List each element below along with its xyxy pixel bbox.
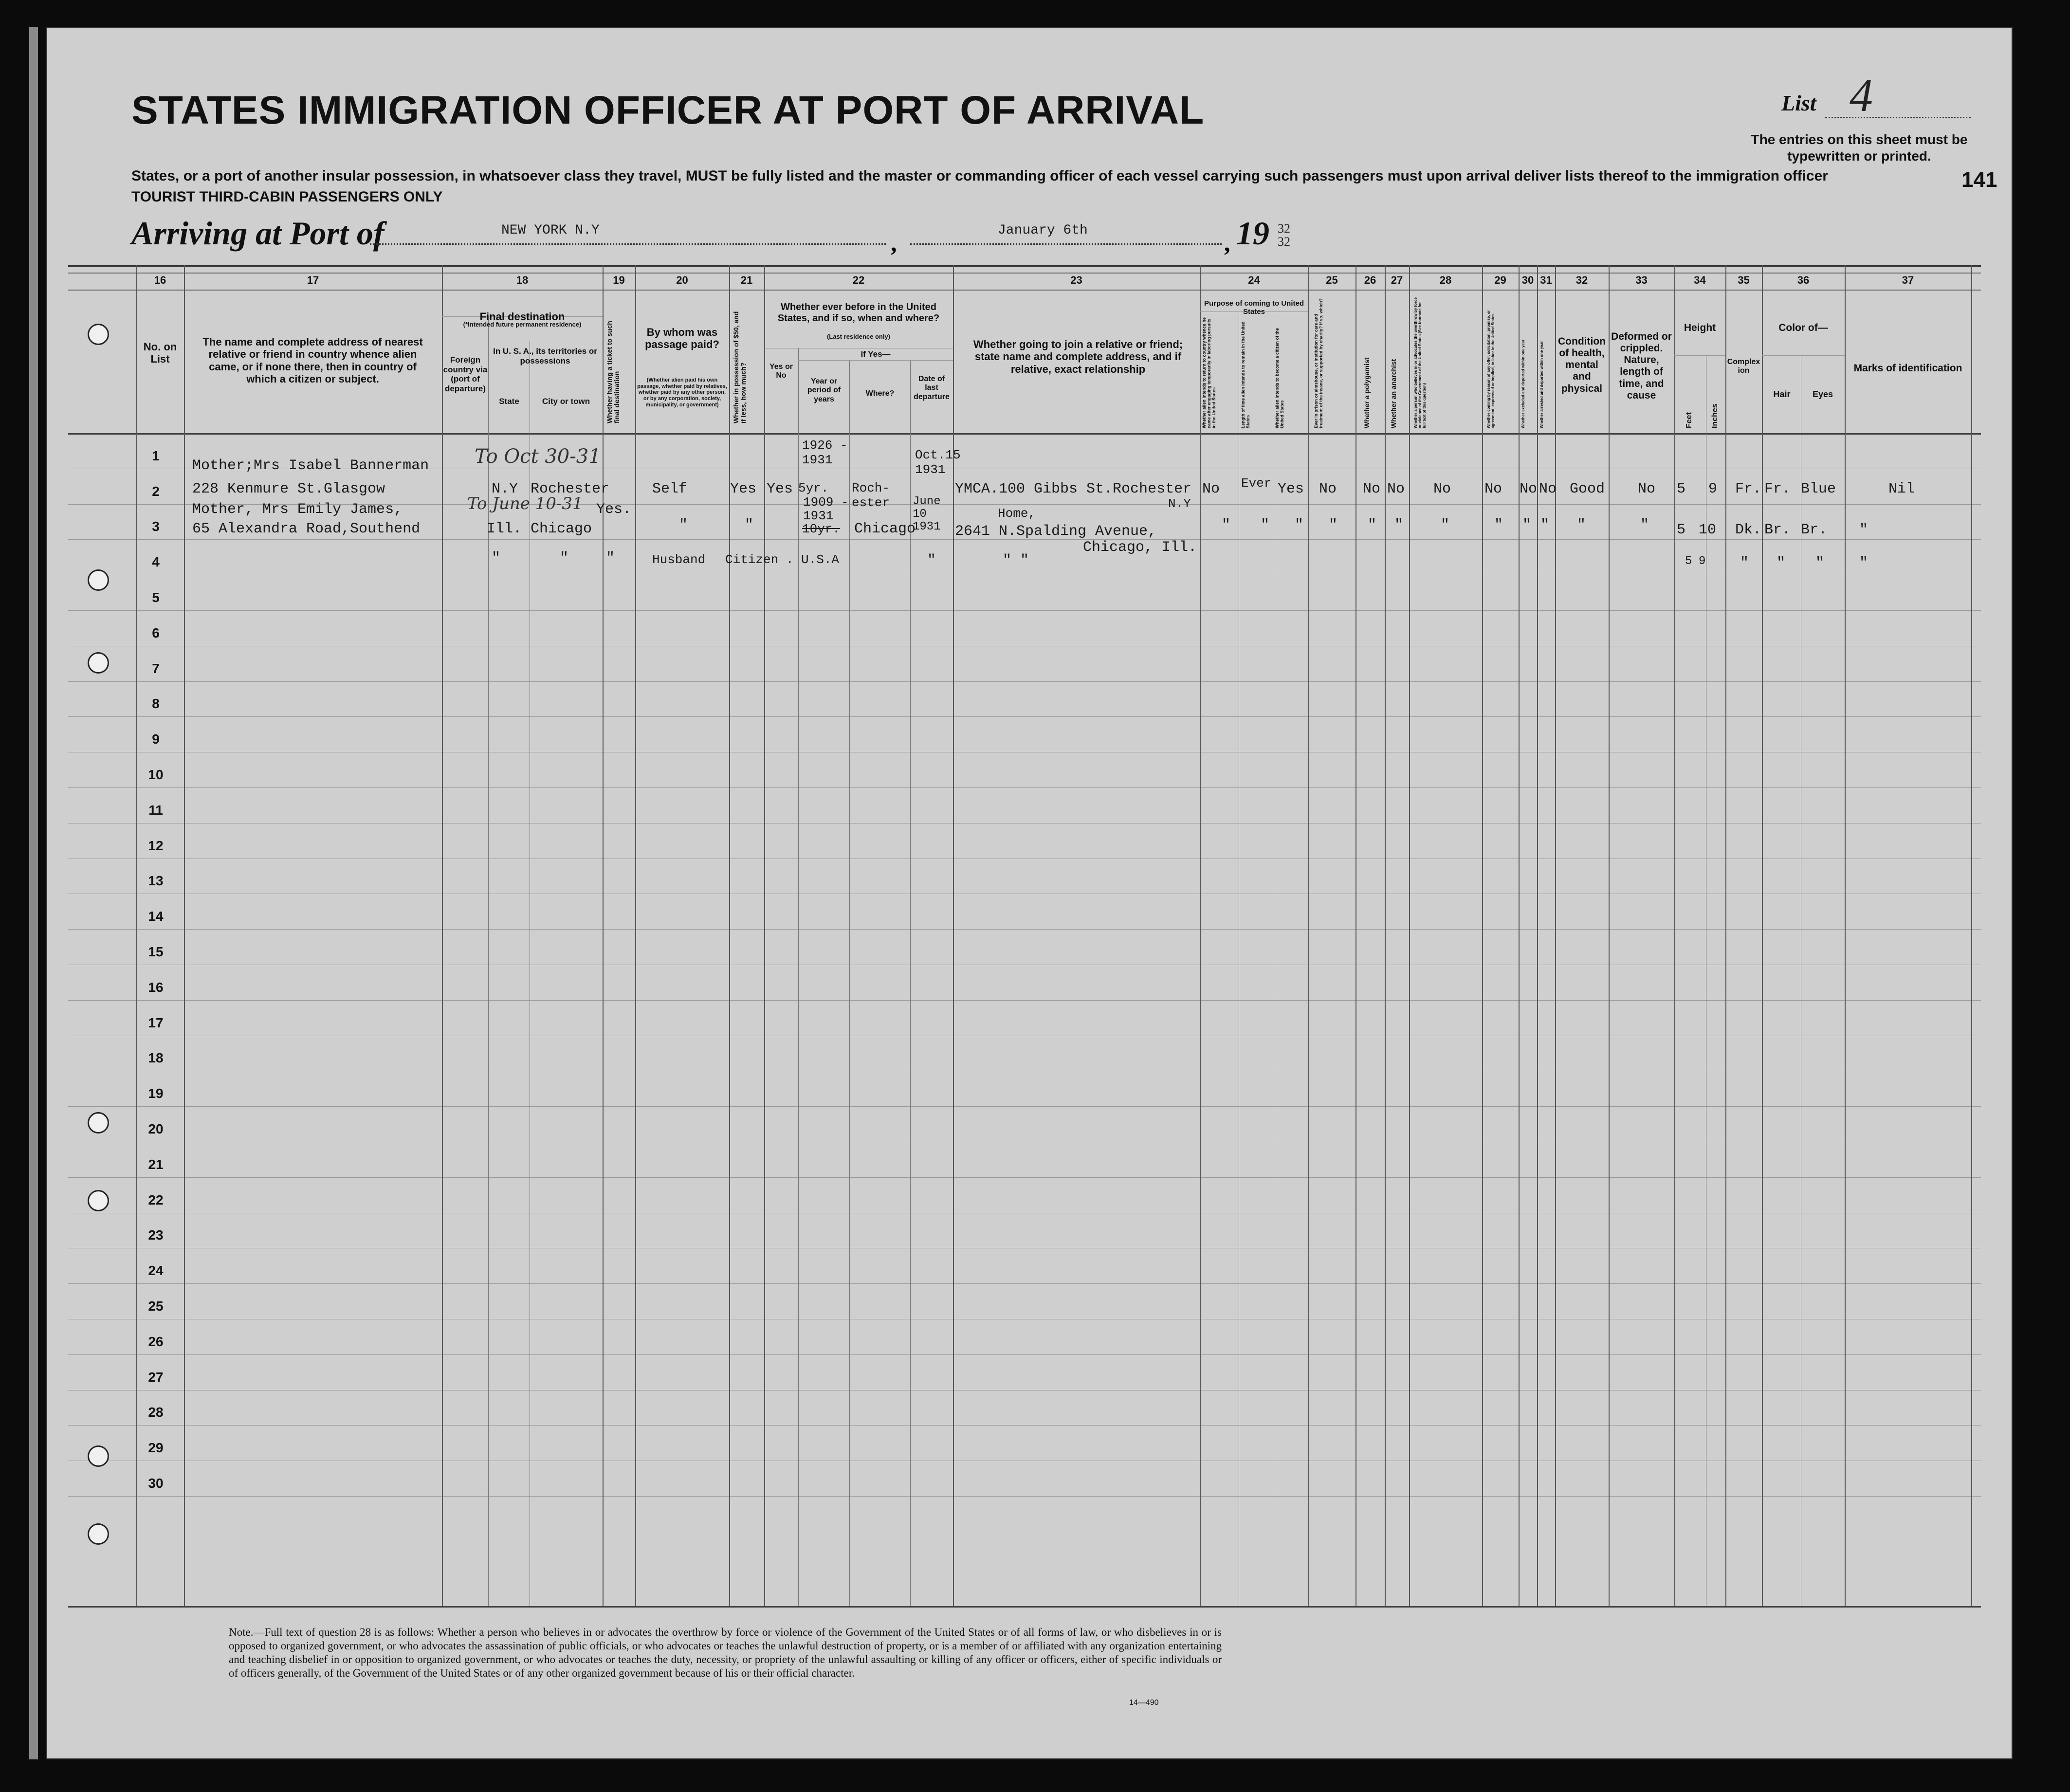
header-passage-note: (Whether alien paid his own passage, whether paid by relatives, whether paid by any other person, or by any corporation, society, municipality, or government) xyxy=(637,377,727,408)
row2-ticket: Yes. xyxy=(596,501,632,518)
col-num-32: 32 xyxy=(1575,274,1588,286)
row-number: 4 xyxy=(152,554,160,570)
row2-ditto-28: " xyxy=(1441,517,1450,533)
header-final-destination-note: (*Intended future permanent residence) xyxy=(463,321,582,328)
row1-polygamist: No xyxy=(1363,481,1381,497)
row2-ditto-24b: " xyxy=(1261,517,1270,533)
header-marks: Marks of identification xyxy=(1853,363,1962,374)
col-num-33: 33 xyxy=(1635,274,1648,286)
col-num-18: 18 xyxy=(516,274,529,286)
row1-years: 1926 - 1931 xyxy=(802,438,848,467)
col-num-23: 23 xyxy=(1070,274,1082,286)
row2-eyes: Br. xyxy=(1801,522,1828,538)
row1-relative-line1: Mother;Mrs Isabel Bannerman xyxy=(192,457,429,474)
col-num-31: 31 xyxy=(1540,274,1552,286)
row-number: 11 xyxy=(148,802,163,818)
col-num-21: 21 xyxy=(740,274,753,286)
binder-hole xyxy=(88,652,109,674)
row3-departure: " xyxy=(927,552,936,569)
row-number: 2 xyxy=(152,483,160,499)
header-eyes: Eyes xyxy=(1812,389,1833,399)
row-number: 17 xyxy=(148,1015,164,1030)
col-num-20: 20 xyxy=(676,274,688,286)
header-feet: Feet xyxy=(1685,412,1693,428)
row2-departure: June 10 1931 xyxy=(913,495,941,533)
row-number: 19 xyxy=(148,1086,164,1101)
row1-city: Rochester xyxy=(531,481,610,497)
row3-ditto-36b: " xyxy=(1815,555,1825,571)
header-where: Where? xyxy=(865,389,895,398)
row-number: 10 xyxy=(148,767,164,782)
header-complexion: Complexion xyxy=(1727,358,1760,375)
row-number: 5 xyxy=(152,590,160,605)
row2-where: Chicago xyxy=(854,521,916,537)
col-num-24: 24 xyxy=(1248,274,1260,286)
row-number: 21 xyxy=(148,1156,164,1172)
manifest-sheet xyxy=(46,27,2013,1759)
row1-hand-note: To Oct 30-31 xyxy=(475,445,601,468)
header-polygamist: Whether a polygamist xyxy=(1363,357,1371,428)
row2-years-extra: 10yr. xyxy=(802,522,841,536)
row1-q30: No xyxy=(1520,481,1538,497)
row-number: 9 xyxy=(152,731,160,747)
row1-hair: Fr. xyxy=(1764,481,1791,497)
row1-eyes: Blue xyxy=(1801,481,1836,497)
row2-ditto-31: " xyxy=(1540,517,1550,533)
row1-where: Roch-ester xyxy=(852,481,890,510)
row1-purpose-a: No xyxy=(1202,481,1220,497)
header-q31: Whether arrested and deported within one year xyxy=(1539,341,1544,428)
port-value: NEW YORK N.Y xyxy=(501,223,600,238)
row2-relative-line2: 65 Alexandra Road,Southend xyxy=(192,521,421,537)
row-number: 25 xyxy=(148,1298,164,1314)
header-yes-no: Yes or No xyxy=(769,363,793,380)
form-number: 14—490 xyxy=(1129,1699,1159,1707)
col-num-36: 36 xyxy=(1797,274,1810,286)
row2-ditto-24: " xyxy=(1222,517,1231,533)
arriving-label: Arriving at Port of xyxy=(131,215,385,252)
row1-inches: 9 xyxy=(1708,481,1718,497)
year-top: 32 xyxy=(1278,221,1290,236)
row2-ditto-25: " xyxy=(1329,517,1338,533)
header-usa: In U. S. A., its territories or possessions xyxy=(493,347,597,366)
row-number: 23 xyxy=(148,1227,164,1243)
row2-ditto-33: " xyxy=(1640,517,1649,533)
date-value: January 6th xyxy=(998,223,1088,238)
header-height: Height xyxy=(1684,322,1716,333)
header-ever-before: Whether ever before in the United States, and if so, when and where? xyxy=(777,302,940,324)
header-inches: Inches xyxy=(1711,403,1719,428)
row3-inches: 9 xyxy=(1699,555,1706,568)
header-last-residence: (Last residence only) xyxy=(826,333,891,340)
row2-paid: " xyxy=(679,517,688,533)
row1-feet: 5 xyxy=(1677,481,1686,497)
row2-ditto-32: " xyxy=(1577,517,1586,533)
row2-relative-line1: Mother, Mrs Emily James, xyxy=(192,501,403,518)
header-q29: Whether coming by reason of any offer, solicitation, promise, or agreement, expressed or implied, to labor in the United States xyxy=(1486,310,1495,428)
row2-hand-note: To June 10-31 xyxy=(467,494,583,513)
row-number: 28 xyxy=(148,1405,164,1420)
footnote-q28: Note.—Full text of question 28 is as follows: Whether a person who believes in or advocates the overthrow by force or violence of the Government of the United States or of all forms of law, or who disbelieves in or is opposed to organized government, or who advocates the assassination of public officials, or who advocates or teaches the unlawful destruction of property, or is a member of or affiliated with any organization entertaining and teaching disbelief in or opposition to organized government, or who advocates or teaches the duty, necessity, or propriety of the unlawful assaulting or killing of any officer or officers, either of specific individuals or of officers generally, of the Government of the United States or of any other organized government because of his or their official character. xyxy=(229,1626,1222,1679)
header-foreign-country: Foreign country via (port of departure) xyxy=(443,355,488,393)
year-bottom: 32 xyxy=(1278,235,1290,249)
header-anarchist: Whether an anarchist xyxy=(1390,359,1397,428)
row3-joining: " " xyxy=(1003,552,1029,569)
header-purpose-a: Whether alien intends to return to country whence he came after engaging temporarily in laboring pursuits in the United States xyxy=(1202,317,1216,428)
row3-ditto-36a: " xyxy=(1777,555,1786,571)
header-joining: Whether going to join a relative or friend; state name and complete address, and if relative, exact relationship xyxy=(973,338,1183,375)
binder-hole xyxy=(88,324,109,345)
row2-money: " xyxy=(745,517,754,533)
row-number: 16 xyxy=(148,979,164,995)
binder-hole xyxy=(88,569,109,591)
row-number: 26 xyxy=(148,1334,164,1349)
row1-q31: No xyxy=(1539,481,1557,497)
row-number: 6 xyxy=(152,625,160,640)
row2-complexion: Dk. xyxy=(1735,522,1762,538)
col-num-29: 29 xyxy=(1494,274,1506,286)
row1-relative-line2: 228 Kenmure St.Glasgow xyxy=(192,481,385,497)
row2-state: Ill. xyxy=(487,521,522,537)
header-hair: Hair xyxy=(1773,389,1791,399)
header-date-departure: Date of last departure xyxy=(914,375,950,401)
row-number: 27 xyxy=(148,1369,164,1385)
subtitle: States, or a port of another insular possession, in whatsoever class they travel, MUST be fully listed and the master or commanding officer of each vessel carrying such passengers must upon arrival deliver lists thereof to the immigration officer xyxy=(131,168,1828,184)
col-num-27: 27 xyxy=(1391,274,1403,286)
row1-deformed: No xyxy=(1638,481,1656,497)
row3-ditto-35: " xyxy=(1740,555,1749,571)
row2-ditto-29: " xyxy=(1494,517,1503,533)
row2-hair: Br. xyxy=(1764,522,1791,538)
row2-ditto-30: " xyxy=(1522,517,1532,533)
row-number: 30 xyxy=(148,1476,164,1491)
entries-note: The entries on this sheet must be typewritten or printed. xyxy=(1751,132,1968,164)
row1-q28: No xyxy=(1433,481,1451,497)
row3-state: " xyxy=(492,550,501,567)
col-num-35: 35 xyxy=(1738,274,1750,286)
row3-city: " xyxy=(560,550,569,567)
col-num-16: 16 xyxy=(154,274,166,286)
row-number: 13 xyxy=(148,873,164,889)
binder-hole xyxy=(88,1112,109,1134)
row3-ticket: " xyxy=(606,550,615,567)
header-color-of: Color of— xyxy=(1778,322,1828,333)
header-year-period: Year or period of years xyxy=(807,377,841,403)
row2-ditto-24c: " xyxy=(1295,517,1304,533)
row-number: 14 xyxy=(148,909,164,924)
row1-purpose-b: Ever xyxy=(1241,476,1272,491)
row1-anarchist: No xyxy=(1387,481,1405,497)
header-purpose: Purpose of coming to United States xyxy=(1204,299,1304,316)
list-label: List xyxy=(1781,91,1816,115)
row-number: 1 xyxy=(152,448,160,463)
row2-joining-line2: Chicago, Ill. xyxy=(1083,539,1197,556)
row1-purpose-c: Yes xyxy=(1278,481,1304,497)
row-number: 12 xyxy=(148,838,164,853)
row-number: 20 xyxy=(148,1121,164,1136)
row1-years-extra: 5yr. xyxy=(798,481,829,495)
row1-health: Good xyxy=(1570,481,1605,497)
header-health: Condition of health, mental and physical xyxy=(1558,336,1606,394)
row3-feet: 5 xyxy=(1685,555,1692,568)
row1-ever: Yes xyxy=(767,481,793,497)
col-num-19: 19 xyxy=(613,274,625,286)
header-q28: Whether a person who believes in or advocates the overthrow by force or violence of the Government of the United States (See footnote for full text of this question) xyxy=(1413,297,1427,428)
row2-city: Chicago xyxy=(531,521,592,537)
col-num-37: 37 xyxy=(1902,274,1914,286)
header-city: City or town xyxy=(542,397,590,406)
row1-marks: Nil xyxy=(1888,481,1915,497)
col-num-30: 30 xyxy=(1521,274,1534,286)
row-number: 7 xyxy=(152,660,160,676)
row1-paid: Self xyxy=(652,481,688,497)
header-q30: Whether excluded and deported within one year xyxy=(1521,339,1525,428)
binder-hole xyxy=(88,1523,109,1545)
header-no-on-list: No. on List xyxy=(143,341,177,366)
row1-departure: Oct.15 1931 xyxy=(915,448,961,477)
page-title: STATES IMMIGRATION OFFICER AT PORT OF ARRIVAL xyxy=(131,88,1205,132)
row2-ditto-27: " xyxy=(1394,517,1404,533)
row-number: 18 xyxy=(148,1050,164,1066)
col-num-28: 28 xyxy=(1439,274,1452,286)
row1-state: N.Y xyxy=(492,481,518,497)
list-number: 4 xyxy=(1850,69,1873,121)
row-number: 24 xyxy=(148,1263,164,1279)
row2-inches: 10 xyxy=(1699,522,1717,538)
binder-hole xyxy=(88,1190,109,1211)
row2-joining-head: Home, xyxy=(998,506,1036,521)
col-num-25: 25 xyxy=(1326,274,1338,286)
row3-ditto-37: " xyxy=(1859,555,1868,571)
header-passage-paid: By whom was passage paid? xyxy=(645,326,719,351)
header-purpose-c: Whether alien intends to become a citizen of the United States xyxy=(1275,328,1284,428)
row1-money: Yes xyxy=(730,481,757,497)
row-number: 8 xyxy=(152,696,160,712)
row2-years: 1909 - 1931 xyxy=(803,495,849,523)
row-number: 22 xyxy=(148,1192,164,1207)
row2-joining: 2641 N.Spalding Avenue, xyxy=(955,523,1157,540)
row1-complexion: Fr. xyxy=(1735,481,1762,497)
row3-paid: Husband xyxy=(652,552,706,567)
row2-feet: 5 xyxy=(1677,522,1686,538)
header-state: State xyxy=(499,397,519,406)
year-prefix: 19 xyxy=(1236,215,1269,252)
row-number: 29 xyxy=(148,1440,164,1456)
header-purpose-b: Length of time alien intends to remain in the United States xyxy=(1241,321,1250,428)
header-money: Whether in possession of $50, and if less, how much? xyxy=(732,311,748,423)
col-num-34: 34 xyxy=(1694,274,1706,286)
passenger-class: TOURIST THIRD-CABIN PASSENGERS ONLY xyxy=(131,189,443,205)
row-number: 3 xyxy=(152,519,160,534)
row-number: 15 xyxy=(148,944,164,959)
row3-citizen: Citizen . U.S.A xyxy=(725,552,840,567)
header-relative: The name and complete address of nearest relative or friend in country whence alien came, or if none there, then in country of which a citizen or subject. xyxy=(202,336,423,385)
col-num-22: 22 xyxy=(852,274,865,286)
row2-ditto-37: " xyxy=(1859,522,1868,538)
row1-joining: YMCA.100 Gibbs St.Rochester xyxy=(955,481,1192,497)
row2-ditto-26: " xyxy=(1368,517,1377,533)
row1-q29: No xyxy=(1484,481,1502,497)
row1-prison: No xyxy=(1319,481,1337,497)
header-deformed: Deformed or crippled. Nature, length of time, and cause xyxy=(1611,331,1672,401)
page-number: 141 xyxy=(1961,168,1997,192)
row1-joining-state: N.Y xyxy=(1168,496,1191,511)
col-num-17: 17 xyxy=(307,274,319,286)
header-ticket: Whether having a ticket to such final destination xyxy=(605,321,621,423)
header-final-destination: Final destination xyxy=(479,311,565,323)
col-num-26: 26 xyxy=(1364,274,1376,286)
header-if-yes: If Yes— xyxy=(861,349,891,359)
header-prison: Ever in prison or almshouse, or institution for care and treatment of the insane, or supported by charity? If so, which? xyxy=(1314,298,1323,428)
binder-hole xyxy=(88,1445,109,1467)
